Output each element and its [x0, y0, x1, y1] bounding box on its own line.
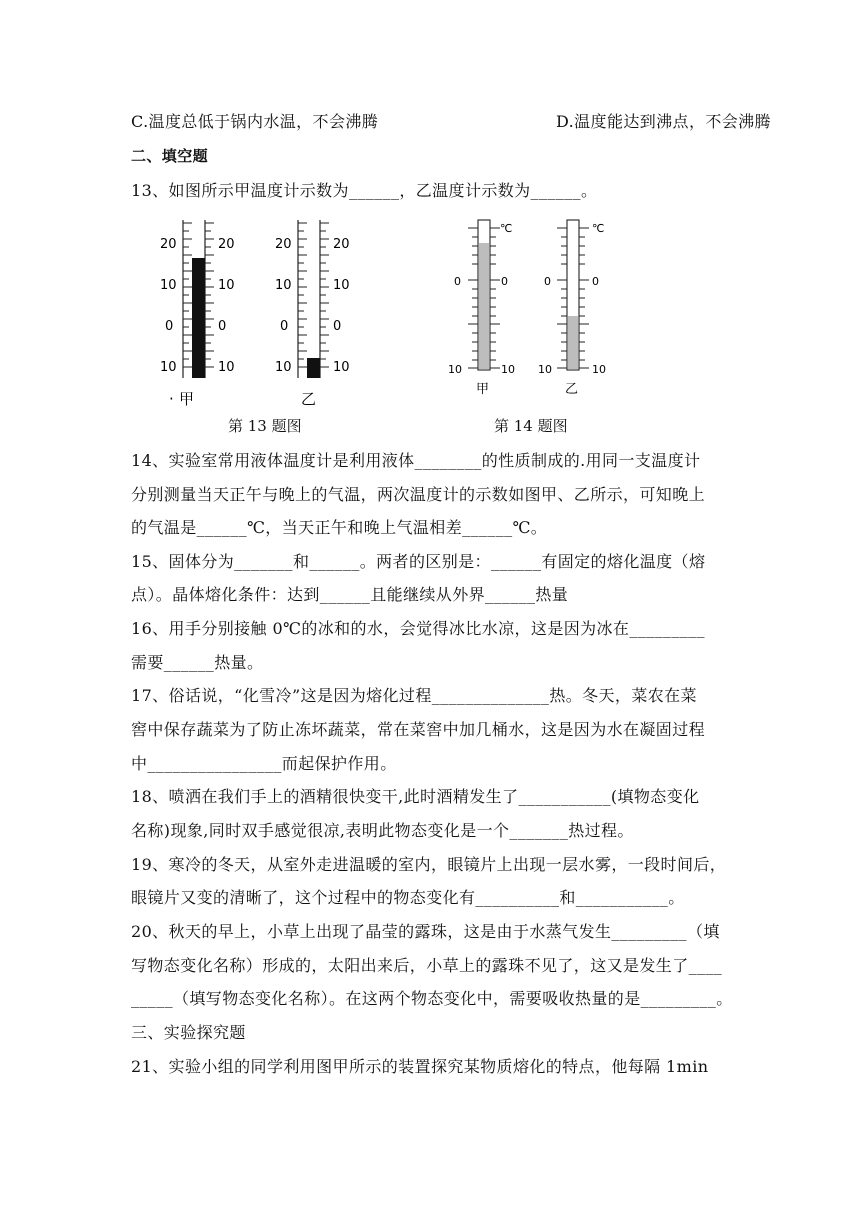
scale-0-right: 0 — [218, 319, 227, 334]
question-17-line-2: 窖中保存蔬菜为了防止冻坏蔬菜，常在菜窖中加几桶水，这是因为水在凝固过程 — [131, 720, 706, 739]
question-19-line-2: 眼镜片又变的清晰了，这个过程中的物态变化有__________和___________。 — [131, 888, 685, 907]
scale-0-right: 0 — [333, 319, 342, 334]
figure-14 — [448, 218, 638, 398]
scale-0-left: 0 — [544, 275, 551, 288]
figure-13 — [155, 218, 395, 408]
thermometer-jia — [160, 220, 235, 408]
question-14-line-2: 分别测量当天正午与晚上的气温，两次温度计的示数如图甲、乙所示，可知晚上 — [131, 485, 706, 504]
scale-0-right: 0 — [592, 275, 599, 288]
liquid-column-yi — [307, 358, 320, 378]
question-19-line-1: 19、寒冷的冬天，从室外走进温暖的室内，眼镜片上出现一层水雾，一段时间后， — [131, 855, 727, 874]
scale-neg10-left: 10 — [275, 360, 292, 375]
scale-10-right: 10 — [592, 363, 606, 376]
scale-10-left: 10 — [538, 363, 552, 376]
scale-10-left: 10 — [160, 278, 177, 293]
label-jia: 甲 — [179, 390, 195, 408]
scale-neg10-right: 10 — [333, 360, 350, 375]
scale-10-left: 10 — [448, 363, 462, 376]
scale-0-left: 0 — [454, 275, 461, 288]
scale-20-right: 20 — [218, 237, 235, 252]
unit-label: ℃ — [500, 222, 513, 235]
figure-13-caption: 第 13 题图 — [228, 417, 302, 435]
question-18-line-2: 名称)现象,同时双手感觉很凉,表明此物态变化是一个_______热过程。 — [131, 821, 634, 840]
q12-option-d: D.温度能达到沸点，不会沸腾 — [556, 112, 771, 131]
question-16-line-1: 16、用手分别接触 0℃的冰和的水，会觉得冰比水凉，这是因为冰在_________ — [131, 619, 705, 638]
scale-0-left: 0 — [280, 319, 289, 334]
dot-mark: · — [169, 390, 174, 408]
scale-20-left: 20 — [275, 237, 292, 252]
scale-10-right: 10 — [333, 278, 350, 293]
scale-neg10-right: 10 — [218, 360, 235, 375]
question-18-line-1: 18、喷洒在我们手上的酒精很快变干,此时酒精发生了___________(填物态变化 — [131, 787, 700, 806]
label-yi: 乙 — [301, 390, 317, 408]
question-16-line-2: 需要______热量。 — [131, 653, 264, 672]
thermometer-yi — [538, 220, 606, 397]
section2-heading: 二、填空题 — [131, 147, 209, 165]
figure-14-caption: 第 14 题图 — [494, 417, 568, 435]
liquid-column-jia — [192, 258, 205, 378]
question-15-line-2: 点）。晶体熔化条件：达到______且能继续从外界______热量 — [131, 585, 569, 604]
liquid-column-yi — [568, 316, 578, 369]
unit-label: ℃ — [592, 222, 605, 235]
question-14-line-3: 的气温是______℃，当天正午和晚上气温相差______℃。 — [131, 518, 548, 537]
label-jia: 甲 — [476, 382, 490, 397]
label-yi: 乙 — [565, 382, 579, 397]
question-13: 13、如图所示甲温度计示数为______，乙温度计示数为______。 — [131, 181, 598, 200]
q12-option-c: C.温度总低于锅内水温，不会沸腾 — [131, 112, 379, 131]
question-17-line-1: 17、俗话说，“化雪冷”这是因为熔化过程______________热。冬天，菜农在菜 — [131, 686, 697, 705]
scale-neg10-left: 10 — [160, 360, 177, 375]
scale-0-left: 0 — [165, 319, 174, 334]
scale-20-left: 20 — [160, 237, 177, 252]
question-14-line-1: 14、实验室常用液体温度计是利用液体________的性质制成的.用同一支温度计 — [131, 451, 701, 470]
scale-10-left: 10 — [275, 278, 292, 293]
scale-0-right: 0 — [501, 275, 508, 288]
question-17-line-3: 中________________而起保护作用。 — [131, 754, 397, 773]
thermometer-yi — [275, 220, 350, 408]
liquid-column-jia — [479, 243, 489, 369]
section3-heading: 三、实验探究题 — [131, 1023, 246, 1042]
q12-options — [131, 112, 771, 132]
thermometer-jia — [448, 220, 515, 397]
question-20-line-2: 写物态变化名称）形成的，太阳出来后，小草上的露珠不见了，这又是发生了____ — [131, 956, 723, 975]
question-21-line-1: 21、实验小组的同学利用图甲所示的装置探究某物质熔化的特点，他每隔 1min — [131, 1057, 709, 1076]
scale-10-right: 10 — [501, 363, 515, 376]
scale-20-right: 20 — [333, 237, 350, 252]
scale-10-right: 10 — [218, 278, 235, 293]
question-20-line-1: 20、秋天的早上，小草上出现了晶莹的露珠，这是由于水蒸气发生_________（填 — [131, 922, 720, 941]
question-20-line-3: _____（填写物态变化名称）。在这两个物态变化中，需要吸收热量的是_________。 — [131, 989, 733, 1008]
question-15-line-1: 15、固体分为_______和______。两者的区别是：______有固定的熔化温度（熔 — [131, 552, 706, 571]
